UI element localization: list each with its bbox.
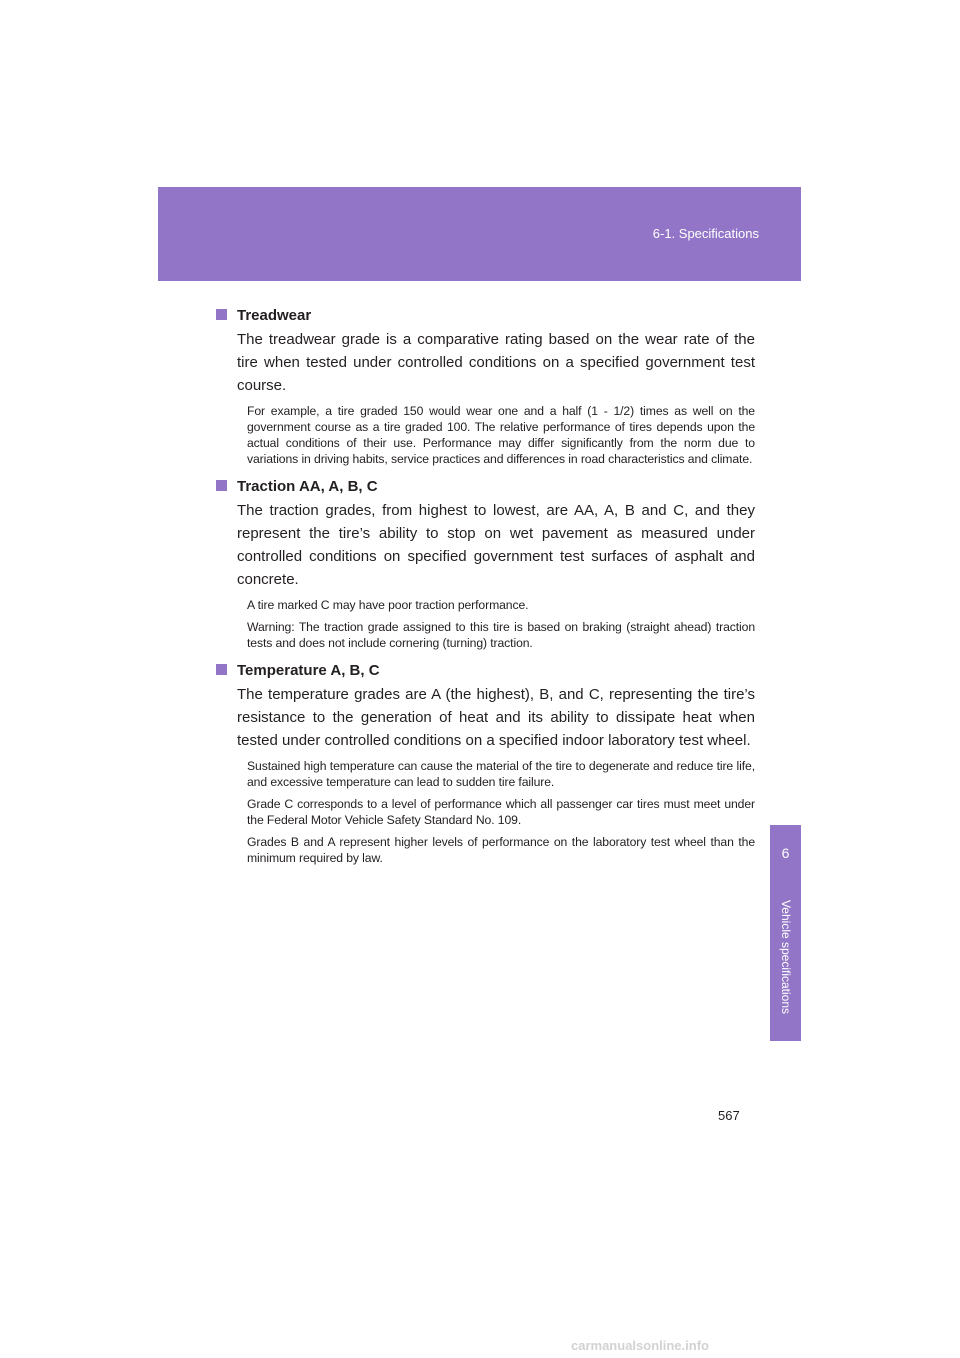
page-content xyxy=(237,304,755,874)
square-bullet-icon xyxy=(216,480,227,491)
section-heading: Traction AA, A, B, C xyxy=(237,478,378,495)
section-note: A tire marked C may have poor traction performance. xyxy=(247,598,529,612)
section-heading: Treadwear xyxy=(237,307,312,324)
section-note: Grades B and A represent higher levels of performance on the laboratory test wheel than the minimum required by law. xyxy=(247,835,755,865)
section-note: Warning: The traction grade assigned to this tire is based on braking (straight ahead) traction tests and does not include cornering (turning) traction. xyxy=(247,620,755,650)
header-band xyxy=(158,187,801,281)
chapter-label: Vehicle specifications xyxy=(778,899,793,1015)
section-body: The temperature grades are A (the highest), B, and C, representing the tire’s resistance to the generation of heat and its ability to dissipate heat when tested under controlled conditions on a specified indoor laboratory test wheel. xyxy=(237,686,755,749)
square-bullet-icon xyxy=(216,309,227,320)
watermark: carmanualsonline.info xyxy=(571,1338,709,1353)
section-title: 6-1. Specifications xyxy=(652,226,759,241)
section-note: Grade C corresponds to a level of performance which all passenger car tires must meet under the Federal Motor Vehicle Safety Standard No. 109. xyxy=(247,797,755,827)
section-note: For example, a tire graded 150 would wear one and a half (1 - 1/2) times as well on the government course as a tire graded 100. The relative performance of tires depends upon the actual conditions of their use. Performance may differ significantly from the norm due to variations in driving habits, service practices and differences in road characteristics and climate. xyxy=(247,404,755,466)
square-bullet-icon xyxy=(216,664,227,675)
section-body: The traction grades, from highest to lowest, are AA, A, B and C, and they represent the tire’s ability to stop on wet pavement as measured under controlled conditions on specified government test surfaces of asphalt and concrete. xyxy=(237,502,755,588)
section-heading: Temperature A, B, C xyxy=(237,662,380,679)
section-note: Sustained high temperature can cause the material of the tire to degenerate and reduce tire life, and excessive temperature can lead to sudden tire failure. xyxy=(247,759,755,789)
chapter-tab xyxy=(770,825,801,1041)
section-temperature xyxy=(237,659,755,866)
section-treadwear xyxy=(237,304,755,467)
page-number: 567 xyxy=(718,1108,740,1123)
section-traction xyxy=(237,475,755,651)
chapter-number: 6 xyxy=(781,845,790,861)
section-body: The treadwear grade is a comparative rating based on the wear rate of the tire when tested under controlled conditions on a specified government test course. xyxy=(237,331,755,394)
